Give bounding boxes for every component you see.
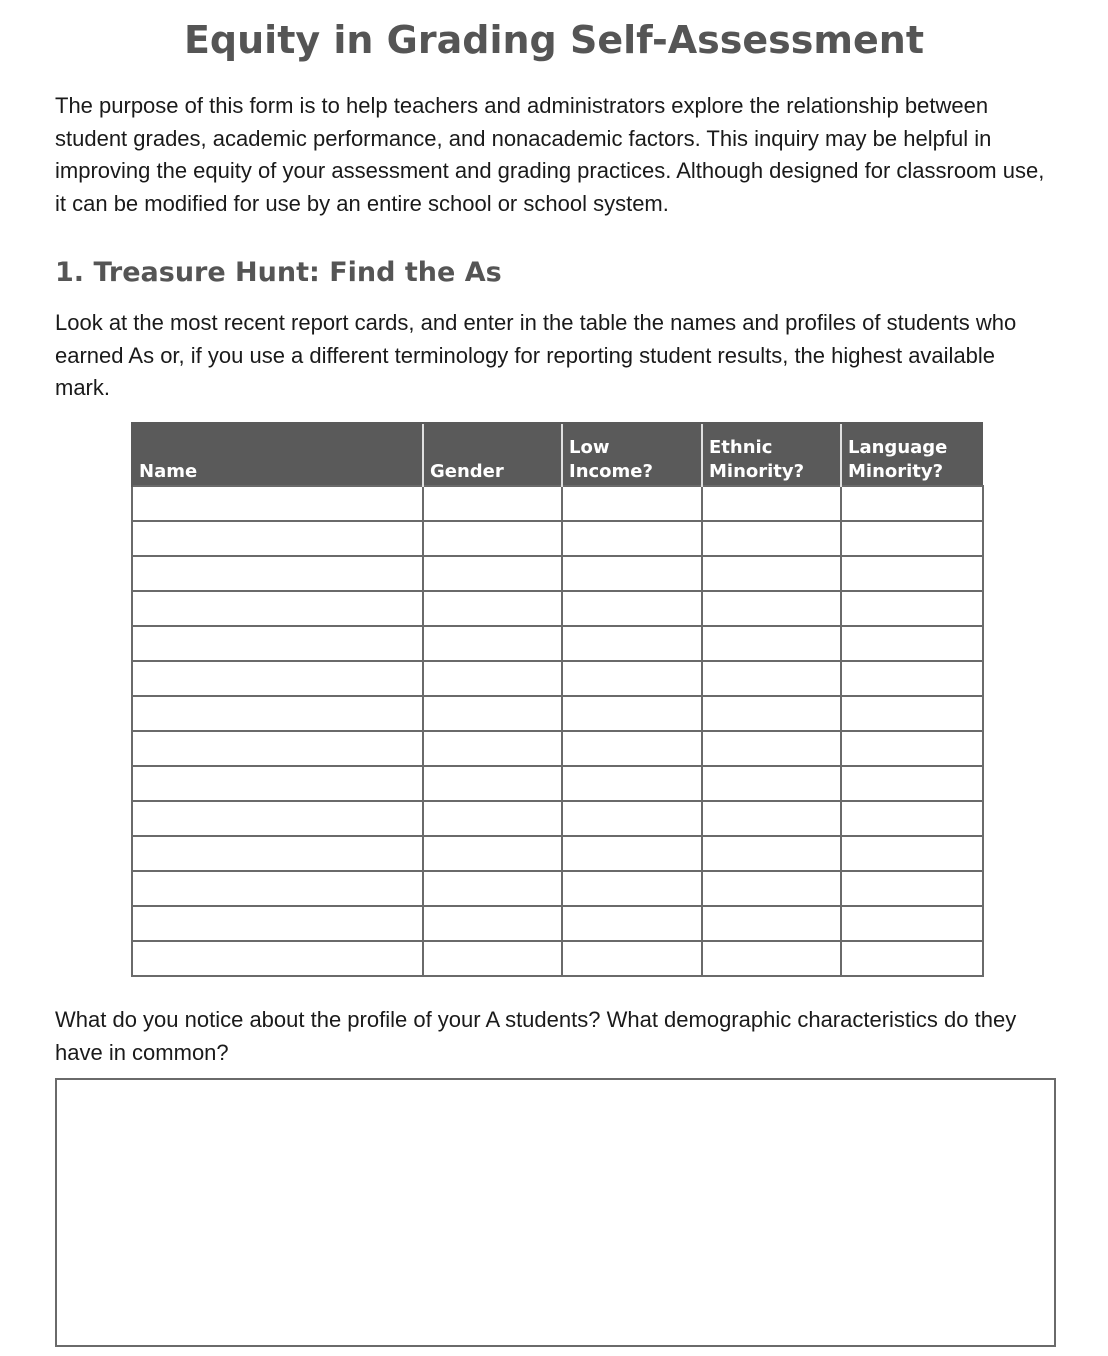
table-cell-name[interactable] — [132, 766, 423, 801]
table-cell-language-minority[interactable] — [841, 941, 983, 976]
reflection-answer-field[interactable] — [55, 1078, 1056, 1347]
table-cell-name[interactable] — [132, 801, 423, 836]
table-cell-gender[interactable] — [423, 521, 562, 556]
column-header-label: Name — [139, 461, 198, 482]
table-cell-gender[interactable] — [423, 871, 562, 906]
table-cell-low-income[interactable] — [562, 591, 702, 626]
table-header-row — [132, 423, 983, 486]
table-cell-language-minority[interactable] — [841, 801, 983, 836]
column-header-label-line2: Income? — [569, 461, 653, 482]
column-header-label-line1: Low — [569, 437, 610, 458]
table-cell-low-income[interactable] — [562, 626, 702, 661]
table-cell-gender[interactable] — [423, 766, 562, 801]
page-title: Equity in Grading Self-Assessment — [183, 18, 925, 62]
table-cell-low-income[interactable] — [562, 766, 702, 801]
table-cell-low-income[interactable] — [562, 696, 702, 731]
intro-paragraph: The purpose of this form is to help teachers and administrators explore the relationship between student grades, academic performance, and nonacademic factors. This inquiry may be helpful in improving the equity of your assessment and grading practices. Although designed for classroom use, it can be modified for use by an entire school or school system. — [55, 93, 1045, 216]
table-cell-gender[interactable] — [423, 556, 562, 591]
table-row — [132, 661, 983, 696]
table-cell-ethnic-minority[interactable] — [702, 696, 841, 731]
table-cell-gender[interactable] — [423, 591, 562, 626]
column-header-language-minority — [841, 423, 983, 486]
table-cell-gender[interactable] — [423, 731, 562, 766]
column-header-name — [132, 423, 423, 486]
table-row — [132, 486, 983, 521]
table-cell-ethnic-minority[interactable] — [702, 626, 841, 661]
column-header-label-line1: Language — [848, 437, 948, 458]
table-cell-language-minority[interactable] — [841, 591, 983, 626]
table-cell-ethnic-minority[interactable] — [702, 941, 841, 976]
table-cell-name[interactable] — [132, 591, 423, 626]
column-header-label-line2: Minority? — [848, 461, 944, 482]
column-header-label-line2: Minority? — [709, 461, 805, 482]
table-cell-low-income[interactable] — [562, 486, 702, 521]
table-cell-gender[interactable] — [423, 486, 562, 521]
table-cell-low-income[interactable] — [562, 556, 702, 591]
table-cell-ethnic-minority[interactable] — [702, 871, 841, 906]
table-cell-name[interactable] — [132, 696, 423, 731]
table-cell-language-minority[interactable] — [841, 836, 983, 871]
table-cell-name[interactable] — [132, 871, 423, 906]
table-cell-language-minority[interactable] — [841, 556, 983, 591]
table-cell-language-minority[interactable] — [841, 696, 983, 731]
table-cell-language-minority[interactable] — [841, 906, 983, 941]
table-cell-low-income[interactable] — [562, 801, 702, 836]
table-row — [132, 731, 983, 766]
table-cell-language-minority[interactable] — [841, 626, 983, 661]
table-cell-ethnic-minority[interactable] — [702, 906, 841, 941]
table-row — [132, 626, 983, 661]
table-cell-name[interactable] — [132, 521, 423, 556]
column-header-label-line1: Ethnic — [709, 437, 773, 458]
table-row — [132, 591, 983, 626]
column-header-low-income — [562, 423, 702, 486]
table-cell-ethnic-minority[interactable] — [702, 486, 841, 521]
table-cell-low-income[interactable] — [562, 521, 702, 556]
column-header-ethnic-minority — [702, 423, 841, 486]
table-cell-ethnic-minority[interactable] — [702, 591, 841, 626]
reflection-question: What do you notice about the profile of your A students? What demographic characteristics do they have in common? — [55, 1007, 1017, 1065]
table-cell-name[interactable] — [132, 626, 423, 661]
table-cell-name[interactable] — [132, 661, 423, 696]
table-cell-name[interactable] — [132, 556, 423, 591]
table-cell-ethnic-minority[interactable] — [702, 661, 841, 696]
table-cell-ethnic-minority[interactable] — [702, 731, 841, 766]
table-cell-gender[interactable] — [423, 836, 562, 871]
table-cell-low-income[interactable] — [562, 871, 702, 906]
table-cell-gender[interactable] — [423, 626, 562, 661]
table-cell-low-income[interactable] — [562, 941, 702, 976]
section-heading-treasure-hunt: 1. Treasure Hunt: Find the As — [55, 257, 502, 288]
table-cell-gender[interactable] — [423, 661, 562, 696]
table-cell-gender[interactable] — [423, 906, 562, 941]
table-cell-low-income[interactable] — [562, 731, 702, 766]
table-cell-name[interactable] — [132, 836, 423, 871]
table-cell-language-minority[interactable] — [841, 521, 983, 556]
table-cell-low-income[interactable] — [562, 906, 702, 941]
table-row — [132, 941, 983, 976]
students-table — [131, 422, 984, 977]
table-row — [132, 801, 983, 836]
table-cell-ethnic-minority[interactable] — [702, 801, 841, 836]
table-row — [132, 766, 983, 801]
table-row — [132, 906, 983, 941]
table-cell-language-minority[interactable] — [841, 871, 983, 906]
table-cell-low-income[interactable] — [562, 836, 702, 871]
table-cell-name[interactable] — [132, 941, 423, 976]
table-cell-ethnic-minority[interactable] — [702, 836, 841, 871]
table-row — [132, 521, 983, 556]
table-body — [132, 486, 983, 976]
column-header-gender — [423, 423, 562, 486]
table-cell-language-minority[interactable] — [841, 731, 983, 766]
table-cell-name[interactable] — [132, 906, 423, 941]
instructions-paragraph: Look at the most recent report cards, and enter in the table the names and profiles of students who earned As or, if you use a different terminology for reporting student results, the highest available mark. — [55, 310, 1017, 400]
table-cell-language-minority[interactable] — [841, 486, 983, 521]
table-row — [132, 836, 983, 871]
table-row — [132, 871, 983, 906]
table-cell-language-minority[interactable] — [841, 766, 983, 801]
table-cell-gender[interactable] — [423, 801, 562, 836]
table-cell-low-income[interactable] — [562, 661, 702, 696]
table-row — [132, 696, 983, 731]
table-cell-ethnic-minority[interactable] — [702, 766, 841, 801]
table-cell-ethnic-minority[interactable] — [702, 521, 841, 556]
table-cell-name[interactable] — [132, 486, 423, 521]
table-row — [132, 556, 983, 591]
table-cell-name[interactable] — [132, 731, 423, 766]
column-header-label: Gender — [430, 461, 504, 482]
table-cell-gender[interactable] — [423, 941, 562, 976]
table-cell-language-minority[interactable] — [841, 661, 983, 696]
table-cell-gender[interactable] — [423, 696, 562, 731]
table-cell-ethnic-minority[interactable] — [702, 556, 841, 591]
